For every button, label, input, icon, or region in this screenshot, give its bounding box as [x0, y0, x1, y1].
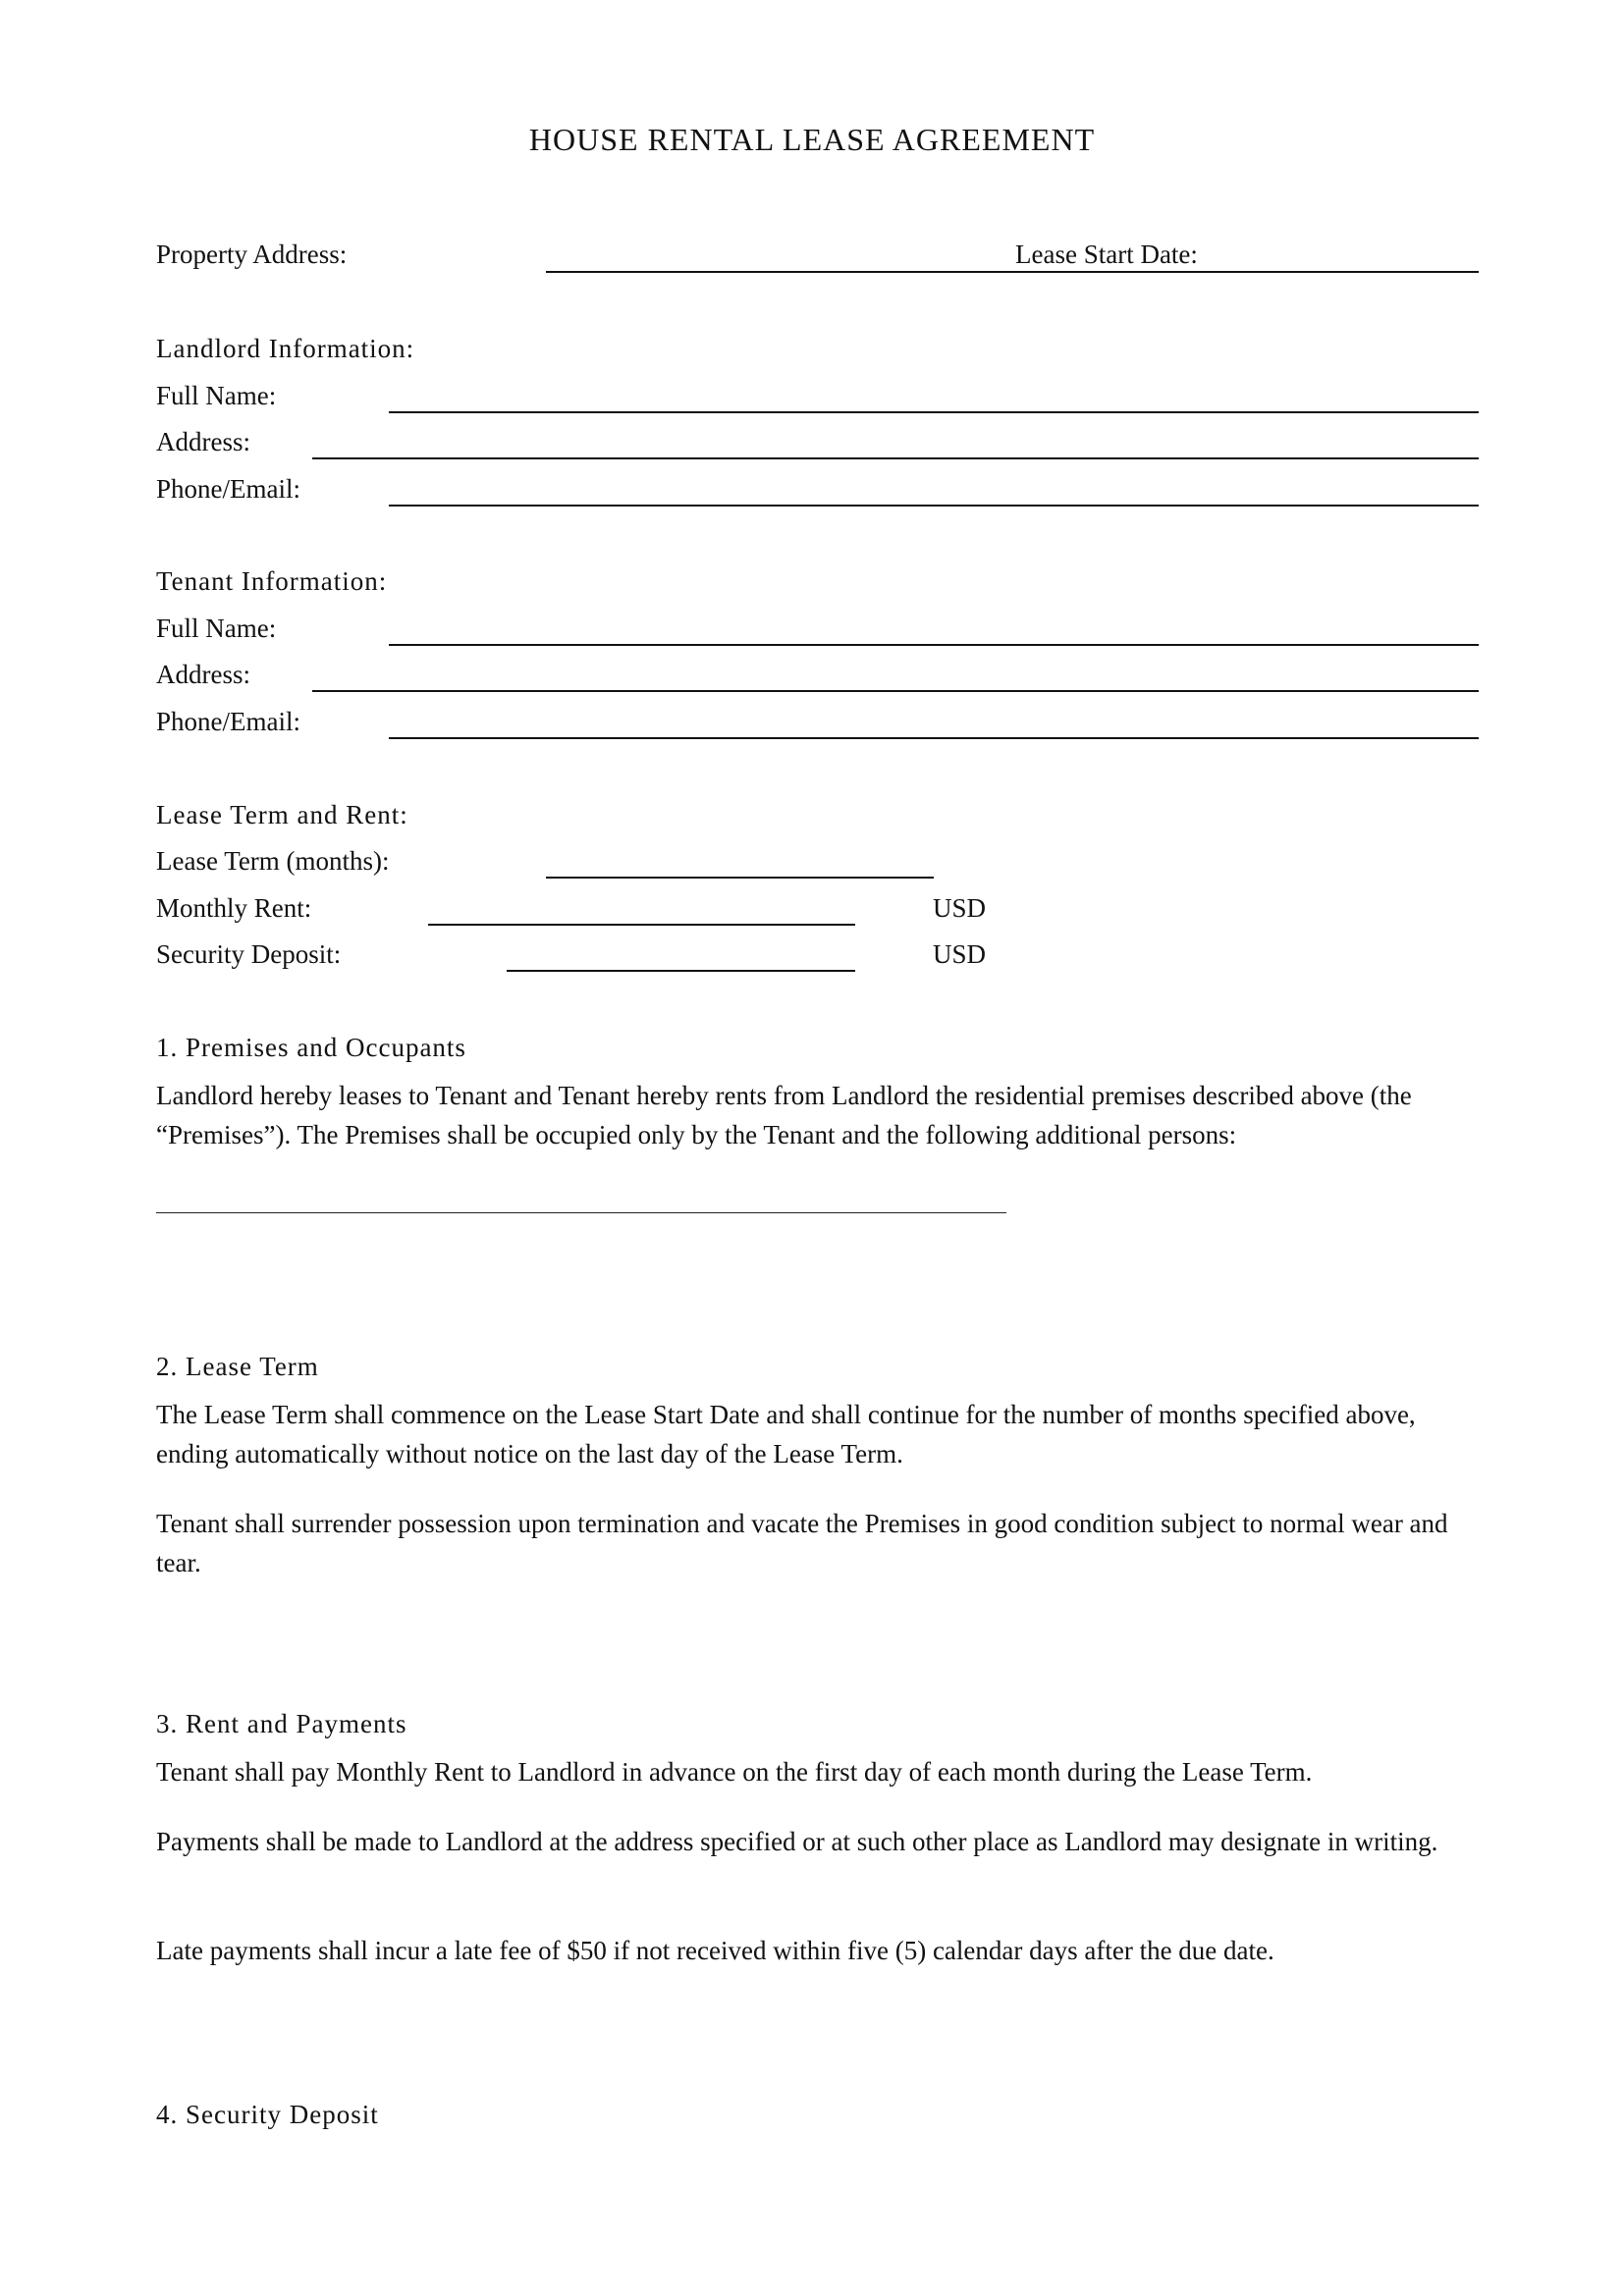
monthly-rent-currency: USD [933, 893, 987, 923]
lease-start-date-label: Lease Start Date: [1011, 240, 1202, 270]
security-deposit-currency: USD [933, 939, 987, 969]
lease-term-label: Lease Term (months): [156, 846, 390, 876]
landlord-contact-field[interactable] [389, 505, 1479, 507]
tenant-heading: Tenant Information: [156, 566, 388, 596]
security-deposit-field[interactable] [507, 970, 855, 972]
tenant-address-label: Address: [156, 660, 250, 689]
section-2-heading: 2. Lease Term [156, 1352, 319, 1381]
tenant-address-field[interactable] [312, 690, 1479, 692]
tenant-contact-field[interactable] [389, 737, 1479, 739]
section-3-body-2 [156, 1822, 1491, 1861]
landlord-full-name-label: Full Name: [156, 381, 277, 410]
lease-heading: Lease Term and Rent: [156, 800, 408, 829]
section-2-paragraph-1: The Lease Term shall commence on the Lease Start Date and shall continue for the number of months specified above, ending automatically without notice on the last day of the Lease Term. [156, 1400, 1416, 1468]
lease-term-field[interactable] [546, 877, 934, 879]
section-1-paragraph-1: Landlord hereby leases to Tenant and Tenant hereby rents from Landlord the residential premises described above (the “Premises”). The Premises shall be occupied only by the Tenant and the following additional persons: [156, 1081, 1412, 1149]
monthly-rent-field[interactable] [428, 924, 855, 926]
section-3-paragraph-1: Tenant shall pay Monthly Rent to Landlord in advance on the first day of each month during the Lease Term. [156, 1757, 1313, 1787]
section-2-body-2 [156, 1504, 1491, 1582]
document-title: HOUSE RENTAL LEASE AGREEMENT [528, 122, 1096, 157]
section-1-heading: 1. Premises and Occupants [156, 1033, 466, 1062]
property-address-label: Property Address: [156, 240, 348, 269]
section-1-body [156, 1076, 1491, 1154]
tenant-full-name-label: Full Name: [156, 614, 277, 643]
tenant-full-name-field[interactable] [389, 644, 1479, 646]
landlord-full-name-field[interactable] [389, 411, 1479, 413]
section-3-body [156, 1752, 1491, 1791]
landlord-address-label: Address: [156, 427, 250, 456]
additional-occupants-field[interactable] [156, 1212, 1006, 1213]
section-2-paragraph-2: Tenant shall surrender possession upon termination and vacate the Premises in good condition subject to normal wear and tear. [156, 1509, 1448, 1577]
landlord-contact-label: Phone/Email: [156, 474, 300, 504]
landlord-address-field[interactable] [312, 457, 1479, 459]
monthly-rent-label: Monthly Rent: [156, 893, 312, 923]
section-3-paragraph-2: Payments shall be made to Landlord at the address specified or at such other place as Landlord may designate in writing. [156, 1827, 1438, 1856]
security-deposit-label: Security Deposit: [156, 939, 342, 969]
section-3-heading: 3. Rent and Payments [156, 1709, 407, 1738]
property-address-field[interactable] [546, 271, 1479, 273]
section-3-paragraph-3: Late payments shall incur a late fee of $50 if not received within five (5) calendar days after the due date. [156, 1936, 1274, 1965]
section-2-body [156, 1395, 1491, 1473]
landlord-heading: Landlord Information: [156, 334, 415, 363]
tenant-contact-label: Phone/Email: [156, 707, 300, 736]
section-3-body-3 [156, 1931, 1491, 1970]
section-4-heading: 4. Security Deposit [156, 2100, 379, 2129]
